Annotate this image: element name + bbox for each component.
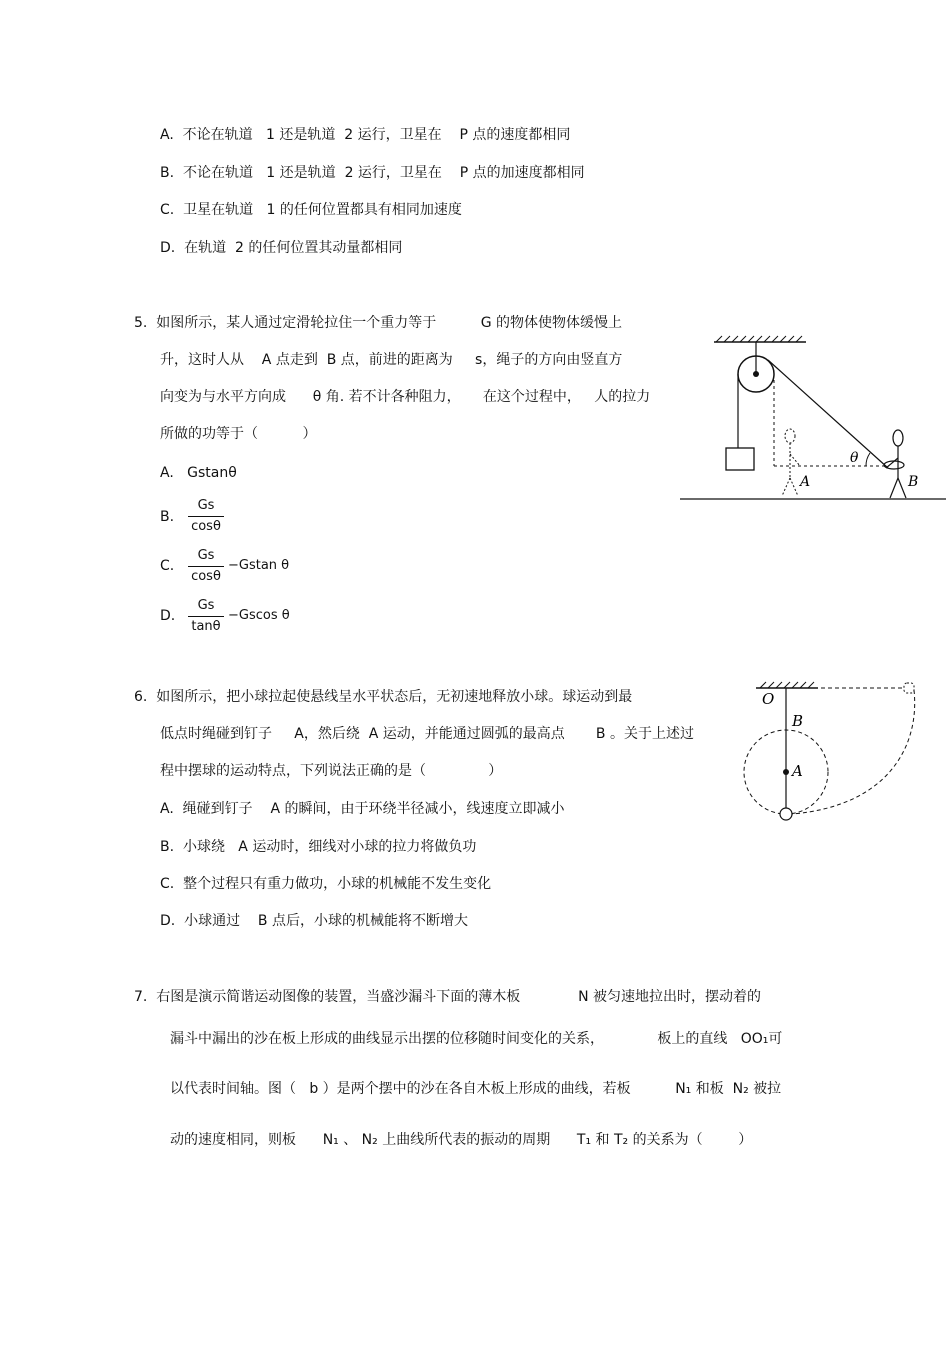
q5-stem-line-1: 5. 如图所示，某人通过定滑轮拉住一个重力等于 G 的物体使物体缓慢上 xyxy=(134,315,623,331)
q4-option-b: B. 不论在轨道 1 还是轨道 2 运行，卫星在 P 点的加速度都相同 xyxy=(160,165,585,181)
fraction-bar xyxy=(188,566,224,567)
q5-option-d-label: D. xyxy=(160,608,176,624)
q5-stem-line-4: 所做的功等于（ ） xyxy=(160,426,317,442)
q5-stem-line-3: 向变为与水平方向成 θ 角. 若不计各种阻力， 在这个过程中， 人的拉力 xyxy=(160,389,651,405)
point-a-label: A xyxy=(800,474,811,490)
fraction-numerator: Gs xyxy=(197,598,215,613)
q6-option-d: D. 小球通过 B 点后，小球的机械能将不断增大 xyxy=(160,913,468,929)
point-o-label: O xyxy=(762,690,775,708)
q5-option-b-label: B. xyxy=(160,509,175,525)
q6-option-b: B. 小球绕 A 运动时，细线对小球的拉力将做负功 xyxy=(160,839,477,855)
q6-stem-line-1: 6. 如图所示，把小球拉起使悬线呈水平状态后，无初速地释放小球。球运动到最 xyxy=(134,689,633,705)
q6-option-a: A. 绳碰到钉子 A 的瞬间，由于环绕半径减小，线速度立即减小 xyxy=(160,801,565,817)
q5-option-c-label: C. xyxy=(160,558,175,574)
fraction-numerator: Gs xyxy=(197,498,215,513)
q7-stem-line-2: 漏斗中漏出的沙在板上形成的曲线显示出摆的位移随时间变化的关系， 板上的直线 OO₁可 xyxy=(170,1031,783,1047)
q6-stem-line-2: 低点时绳碰到钉子 A，然后绕 A 运动，并能通过圆弧的最高点 B 。关于上述过 xyxy=(160,726,694,742)
point-a-label: A xyxy=(792,762,803,780)
q5-option-d-tail: −Gscos θ xyxy=(228,608,290,623)
q7-stem-line-4: 动的速度相同，则板 N₁ 、 N₂ 上曲线所代表的振动的周期 T₁ 和 T₂ 的关系为（ ） xyxy=(170,1132,753,1148)
fraction-numerator: Gs xyxy=(197,548,215,563)
q5-option-c-fraction xyxy=(188,548,224,585)
q6-stem-line-3: 程中摆球的运动特点，下列说法正确的是（ ） xyxy=(160,763,503,779)
q5-option-b-fraction xyxy=(188,498,224,535)
q5-option-a: A. Gstanθ xyxy=(160,465,237,481)
fraction-denominator: tanθ xyxy=(191,619,221,634)
fraction-denominator: cosθ xyxy=(191,569,221,584)
q7-stem-line-3: 以代表时间轴。图（ b ）是两个摆中的沙在各自木板上形成的曲线，若板 N₁ 和板 N₂ 被拉 xyxy=(170,1081,782,1097)
q6-option-c: C. 整个过程只有重力做功，小球的机械能不发生变化 xyxy=(160,876,492,892)
theta-label: θ xyxy=(850,450,859,466)
q4-option-a: A. 不论在轨道 1 还是轨道 2 运行，卫星在 P 点的速度都相同 xyxy=(160,127,571,143)
fraction-bar xyxy=(188,516,224,517)
fraction-bar xyxy=(188,616,224,617)
point-b-label: B xyxy=(792,712,804,730)
fraction-denominator: cosθ xyxy=(191,519,221,534)
q5-stem-line-2: 升，这时人从 A 点走到 B 点，前进的距离为 s，绳子的方向由竖直方 xyxy=(160,352,623,368)
q4-option-c: C. 卫星在轨道 1 的任何位置都具有相同加速度 xyxy=(160,202,462,218)
q4-option-d: D. 在轨道 2 的任何位置其动量都相同 xyxy=(160,240,403,256)
q5-option-d-fraction xyxy=(188,598,224,635)
q5-option-c-tail: −Gstan θ xyxy=(228,558,290,573)
q7-stem-line-1: 7. 右图是演示简谐运动图像的装置，当盛沙漏斗下面的薄木板 N 被匀速地拉出时，摆动着的 xyxy=(134,989,762,1005)
q6-pendulum-figure xyxy=(738,676,938,826)
point-b-label: B xyxy=(908,474,919,490)
q5-pulley-figure xyxy=(678,328,948,508)
